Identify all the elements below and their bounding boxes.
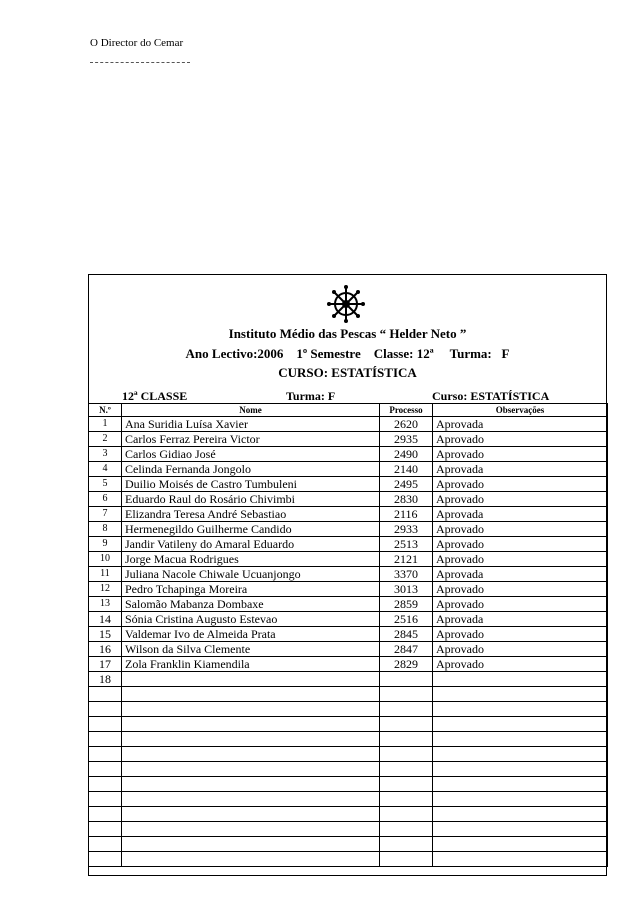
table-row [89, 717, 608, 732]
cell-number: 2 [89, 432, 122, 447]
cell-observation: Aprovado [433, 492, 608, 507]
table-row [89, 672, 608, 687]
cell-name: Elizandra Teresa André Sebastiao [122, 507, 380, 522]
column-header-number: N.º [89, 404, 122, 417]
cell-number: 3 [89, 447, 122, 462]
cell-name [122, 672, 380, 687]
cell-process: 2829 [380, 657, 433, 672]
cell-observation: Aprovada [433, 462, 608, 477]
cell-number: 16 [89, 642, 122, 657]
turma-label: Turma: F [286, 389, 336, 403]
cell-number: 12 [89, 582, 122, 597]
table-row [89, 582, 608, 597]
cell-process [380, 747, 433, 762]
cell-number: 17 [89, 657, 122, 672]
cell-number: 13 [89, 597, 122, 612]
cell-observation: Aprovada [433, 507, 608, 522]
cell-observation: Aprovado [433, 447, 608, 462]
cell-number: 11 [89, 567, 122, 582]
cell-observation: Aprovado [433, 522, 608, 537]
cell-name [122, 822, 380, 837]
cell-name: Juliana Nacole Chiwale Ucuanjongo [122, 567, 380, 582]
cell-observation: Aprovado [433, 432, 608, 447]
table-row [89, 762, 608, 777]
cell-number [89, 732, 122, 747]
cell-process: 2620 [380, 417, 433, 432]
table-row [89, 702, 608, 717]
table-row [89, 807, 608, 822]
course-title: CURSO: ESTATÍSTICA [278, 365, 417, 380]
cell-observation [433, 702, 608, 717]
cell-observation [433, 672, 608, 687]
table-row [89, 597, 608, 612]
cell-process: 2495 [380, 477, 433, 492]
cell-name: Sónia Cristina Augusto Estevao [122, 612, 380, 627]
cell-process [380, 702, 433, 717]
table-row [89, 627, 608, 642]
table-row [89, 792, 608, 807]
cell-name: Jorge Macua Rodrigues [122, 552, 380, 567]
classe-label: 12ª CLASSE [122, 389, 188, 403]
cell-process: 2513 [380, 537, 433, 552]
cell-process: 2140 [380, 462, 433, 477]
cell-name [122, 837, 380, 852]
signature-line [90, 62, 190, 63]
table-row [89, 417, 608, 432]
cell-process [380, 807, 433, 822]
cell-process [380, 672, 433, 687]
cell-name: Pedro Tchapinga Moreira [122, 582, 380, 597]
cell-process: 2830 [380, 492, 433, 507]
cell-number: 8 [89, 522, 122, 537]
cell-number [89, 717, 122, 732]
cell-number: 6 [89, 492, 122, 507]
cell-number [89, 687, 122, 702]
cell-process [380, 852, 433, 867]
cell-observation [433, 762, 608, 777]
cell-name [122, 792, 380, 807]
cell-number [89, 777, 122, 792]
cell-observation: Aprovado [433, 597, 608, 612]
table-row [89, 852, 608, 867]
cell-name [122, 777, 380, 792]
cell-name [122, 702, 380, 717]
cell-process: 2490 [380, 447, 433, 462]
cell-name [122, 762, 380, 777]
cell-process: 2516 [380, 612, 433, 627]
cell-number: 14 [89, 612, 122, 627]
cell-name: Jandir Vatileny do Amaral Eduardo [122, 537, 380, 552]
cell-number: 18 [89, 672, 122, 687]
cell-name: Duilio Moisés de Castro Tumbuleni [122, 477, 380, 492]
column-header-process: Processo [380, 404, 433, 417]
cell-number: 7 [89, 507, 122, 522]
cell-process [380, 732, 433, 747]
cell-process [380, 687, 433, 702]
table-row [89, 732, 608, 747]
cell-observation: Aprovado [433, 582, 608, 597]
table-row [89, 747, 608, 762]
cell-observation: Aprovado [433, 477, 608, 492]
cell-number [89, 822, 122, 837]
academic-year-line: Ano Lectivo:2006 1º Semestre Classe: 12ª Turma: F [185, 346, 510, 361]
cell-observation: Aprovado [433, 627, 608, 642]
cell-process: 3013 [380, 582, 433, 597]
cell-observation: Aprovada [433, 567, 608, 582]
table-row [89, 657, 608, 672]
cell-number: 9 [89, 537, 122, 552]
table-row [89, 492, 608, 507]
table-row [89, 612, 608, 627]
cell-number [89, 747, 122, 762]
cell-observation: Aprovada [433, 612, 608, 627]
cell-observation [433, 807, 608, 822]
cell-process: 2121 [380, 552, 433, 567]
table-header-row [89, 404, 608, 417]
cell-process [380, 822, 433, 837]
cell-number: 4 [89, 462, 122, 477]
table-row [89, 837, 608, 852]
table-row [89, 477, 608, 492]
cell-observation: Aprovado [433, 657, 608, 672]
cell-name [122, 732, 380, 747]
ship-wheel-icon [326, 284, 366, 324]
cell-name [122, 717, 380, 732]
cell-process [380, 777, 433, 792]
cell-number: 1 [89, 417, 122, 432]
cell-observation [433, 747, 608, 762]
cell-number: 10 [89, 552, 122, 567]
institution-name: Instituto Médio das Pescas “ Helder Neto ” [228, 326, 467, 341]
cell-name [122, 687, 380, 702]
cell-process: 2859 [380, 597, 433, 612]
cell-name: Valdemar Ivo de Almeida Prata [122, 627, 380, 642]
cell-name: Eduardo Raul do Rosário Chivimbi [122, 492, 380, 507]
cell-name: Zola Franklin Kiamendila [122, 657, 380, 672]
student-table [88, 403, 608, 867]
table-row [89, 567, 608, 582]
cell-observation: Aprovado [433, 552, 608, 567]
cell-number [89, 762, 122, 777]
cell-name [122, 852, 380, 867]
table-row [89, 777, 608, 792]
cell-process: 2845 [380, 627, 433, 642]
cell-number [89, 702, 122, 717]
cell-observation [433, 837, 608, 852]
cell-observation [433, 822, 608, 837]
cell-name: Carlos Ferraz Pereira Victor [122, 432, 380, 447]
cell-name: Carlos Gidiao José [122, 447, 380, 462]
cell-name [122, 747, 380, 762]
cell-process: 3370 [380, 567, 433, 582]
cell-observation [433, 792, 608, 807]
table-row [89, 822, 608, 837]
table-row [89, 507, 608, 522]
cell-observation [433, 777, 608, 792]
cell-process: 2847 [380, 642, 433, 657]
cell-process [380, 792, 433, 807]
cell-number [89, 852, 122, 867]
cell-name: Celinda Fernanda Jongolo [122, 462, 380, 477]
table-row [89, 432, 608, 447]
cell-observation [433, 732, 608, 747]
cell-number: 15 [89, 627, 122, 642]
table-row [89, 642, 608, 657]
director-label: O Director do Cemar [90, 37, 184, 49]
cell-number: 5 [89, 477, 122, 492]
cell-process: 2933 [380, 522, 433, 537]
cell-observation: Aprovado [433, 537, 608, 552]
table-row [89, 447, 608, 462]
cell-process [380, 717, 433, 732]
cell-observation: Aprovado [433, 642, 608, 657]
column-header-observations: Observações [433, 404, 608, 417]
cell-process: 2935 [380, 432, 433, 447]
cell-name: Wilson da Silva Clemente [122, 642, 380, 657]
cell-number [89, 837, 122, 852]
table-row [89, 522, 608, 537]
cell-process [380, 837, 433, 852]
cell-process [380, 762, 433, 777]
cell-name: Salomão Mabanza Dombaxe [122, 597, 380, 612]
cell-number [89, 792, 122, 807]
table-row [89, 552, 608, 567]
cell-name [122, 807, 380, 822]
table-row [89, 537, 608, 552]
table-row [89, 462, 608, 477]
cell-observation: Aprovada [433, 417, 608, 432]
cell-observation [433, 687, 608, 702]
table-row [89, 687, 608, 702]
curso-label: Curso: ESTATÍSTICA [432, 389, 550, 403]
cell-observation [433, 852, 608, 867]
cell-number [89, 807, 122, 822]
cell-process: 2116 [380, 507, 433, 522]
cell-name: Hermenegildo Guilherme Candido [122, 522, 380, 537]
column-header-name: Nome [122, 404, 380, 417]
cell-name: Ana Suridia Luísa Xavier [122, 417, 380, 432]
cell-observation [433, 717, 608, 732]
